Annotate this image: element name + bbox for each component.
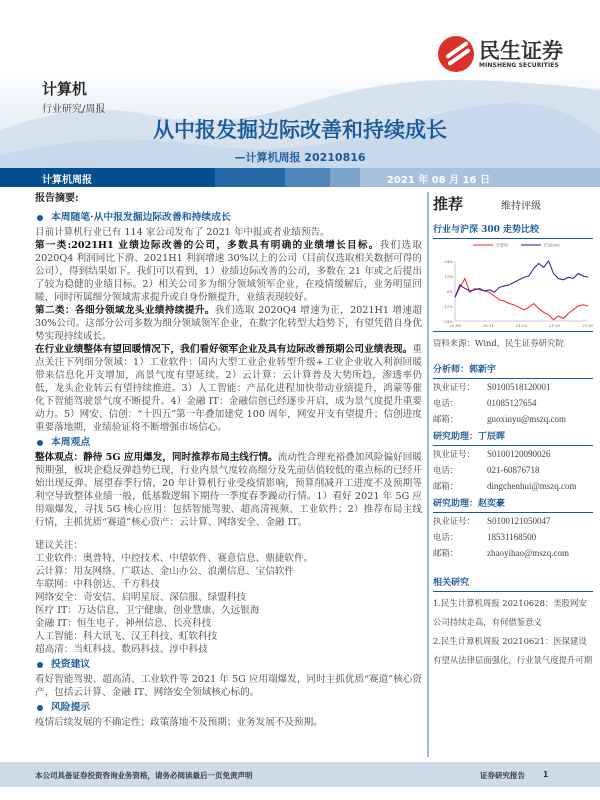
paragraph xyxy=(35,239,422,304)
watch-item: 网络安全：奇安信、启明星辰、深信服、绿盟科技 xyxy=(35,592,247,603)
paragraph: 疫情后续发展的不确定性；政策落地不及预期；业务发展不及预期。 xyxy=(35,717,323,728)
watch-list xyxy=(35,552,422,656)
disclaimer: 本公司具备证券投资咨询业务资格，请务必阅读最后一页免责声明 xyxy=(35,771,253,780)
report-subtitle: —计算机周报 20210816 xyxy=(234,151,366,164)
series-line-0 xyxy=(455,279,588,320)
y-tick-label: -24% xyxy=(442,319,453,324)
contact-row xyxy=(433,446,593,462)
contact-label: 电话： xyxy=(433,465,459,475)
bullet-icon xyxy=(37,215,43,221)
contact-label: 执业证号： xyxy=(433,449,475,459)
paragraph: 看好智能驾驶、超高清、工业软件等 2021 年 5G 应用端爆发，同时主抓优质“赛道”核心资产，包括云计算、金融 IT、网络安全领域核心标的。 xyxy=(35,674,422,698)
contact-value[interactable]: zhaoyihao@mszq.com xyxy=(487,548,570,558)
related-title: 相关研究 xyxy=(433,575,593,592)
contact-row xyxy=(433,395,593,411)
legend-label: 沪深300 xyxy=(544,242,560,248)
bullet-icon xyxy=(37,440,43,446)
column-divider xyxy=(427,192,429,757)
watch-item: 人工智能：科大讯飞、汉王科技、虹软科技 xyxy=(35,631,218,642)
contact-label: 电话： xyxy=(433,532,459,542)
section-title: 本周观点 xyxy=(51,437,91,448)
contact-value[interactable]: guoxinyu@mszq.com xyxy=(487,414,567,424)
bold-lead: 整体观点：静待 5G 应用爆发，同时推荐布局主线行情。 xyxy=(35,452,278,463)
contact-label: 邮箱： xyxy=(433,548,459,558)
x-tick-label: 20-08 xyxy=(449,323,461,328)
paragraph: 目前计算机行业已有 114 家公司发布了 2021 年中报或者业绩预告。 xyxy=(35,227,330,238)
contact-row xyxy=(433,545,593,561)
body-text: 我们选取 2020Q4 增速为正，2021H1 增速超 30%公司。这部分公司多数为细分领域领军企业，在数字化转型大趋势下，有望凭借自身优势实现持续成长。 xyxy=(35,305,423,342)
contact-value: S0100518120001 xyxy=(487,382,551,392)
bold-lead: 第一类:2021H1 业绩边际改善的公司，多数具有明确的业绩增长目标。 xyxy=(35,240,380,251)
rating-note: 维持评级 xyxy=(501,201,542,212)
contact-value: 18531168500 xyxy=(487,532,537,542)
paragraph xyxy=(35,451,422,529)
sector-label: 计算机 xyxy=(42,80,88,98)
chart-source: 资料来源：Wind，民生证券研究院 xyxy=(433,331,593,350)
section-header xyxy=(35,209,422,226)
section-title: 风险提示 xyxy=(51,702,91,713)
watch-item: 车联网：中科创达、千方科技 xyxy=(35,579,160,590)
contact-row xyxy=(433,411,593,427)
watch-title: 建议关注： xyxy=(35,540,83,551)
contact-value[interactable]: dingchenhui@mszq.com xyxy=(487,481,577,491)
contact-label: 邮箱： xyxy=(433,481,459,491)
summary-heading: 报告摘要: xyxy=(35,193,79,204)
bullet-icon xyxy=(37,705,43,711)
related-report-link[interactable]: 2.民生计算机周报 20210621：医保建设有望从法律层面强化，行业景气度提升可期 xyxy=(433,636,593,665)
page-number: 1 xyxy=(543,770,549,779)
bold-lead: 在行业业绩整体有望回暖情况下，我们看好领军企业及具有边际改善预期公司业绩表现。 xyxy=(35,344,413,355)
contact-label: 电话： xyxy=(433,398,459,408)
section-header xyxy=(35,656,422,673)
footer-label: 证券研究报告 xyxy=(480,771,525,780)
contact-value: 01085127654 xyxy=(487,398,537,408)
analyst-role: 分析师：郭新宇 xyxy=(433,362,593,379)
chart-title: 行业与沪深 300 走势比较 xyxy=(433,222,593,239)
section-title: 本周随笔·从中报发掘边际改善和持续成长 xyxy=(51,212,231,223)
logo-text-en: MINSHENG SECURITIES xyxy=(479,61,559,69)
section-title: 投资建议 xyxy=(51,659,91,670)
logo-text-cn: 民生证券 xyxy=(479,38,563,63)
body-text: 我们选取 2020Q4 利润同比下滑、2021H1 利润增速 30%以上的公司（目前仅选取相关数据可得的公司），得到结果如下。我们可以看到，1）业绩边际改善的公司，多数在 21 年或之后提出了较为稳健的业绩目标。2）相关公司多为细分领域领军企业，在疫情缓解后，业务明显回暖，同时所属细分领域需求提升或自身份额提升，业绩表现较好。 xyxy=(35,240,423,303)
body-text: 重点关注下列细分领域：1）工业软件：国内大型工业企业转型升级+工业企业收入利润回暖带来信息化开支增加，高景气度有望延续。2）云计算：云计算普及大势所趋，渗透率仍低，龙头企业转云有望持续推进。3）人工智能：产品化进程加快带动业绩提升，鸿蒙等催化下智能驾驶景气度不断提升。4）金融 IT：金融信创已经逐步开启，成为景气度提升重要动力。5）网安、信创：“十四五”第一年叠加建党 100 周年，网安开支有望提升；信创进度重要落地期，业绩验证将不断增强市场信心。 xyxy=(35,344,422,433)
section-header xyxy=(35,434,422,451)
contact-label: 执业证号： xyxy=(433,516,475,526)
performance-chart xyxy=(433,239,593,329)
watch-item: 医疗 IT：万达信息、卫宁健康、创业慧康、久远银海 xyxy=(35,605,260,616)
contact-value: S0100121050047 xyxy=(487,516,551,526)
x-tick-label: 20-11 xyxy=(482,323,495,328)
rating-value: 推荐 xyxy=(433,195,464,213)
analyst-role: 研究助理：赵奕豪 xyxy=(433,496,593,513)
watch-item: 云计算：用友网络、广联达、金山办公、浪潮信息、宝信软件 xyxy=(35,566,295,577)
contact-row xyxy=(433,379,593,395)
x-tick-label: 21-02 xyxy=(515,323,528,328)
contact-value: S0100120090026 xyxy=(487,449,551,459)
paragraph xyxy=(35,304,422,343)
contact-row xyxy=(433,513,593,529)
y-tick-label: -12% xyxy=(442,304,453,309)
contact-row xyxy=(433,462,593,478)
analyst-list xyxy=(433,362,593,561)
contact-label: 邮箱： xyxy=(433,414,459,424)
contact-row xyxy=(433,529,593,545)
section-header xyxy=(35,699,422,716)
company-logo xyxy=(438,36,563,72)
x-tick-label: 21-05 xyxy=(548,323,561,328)
bullet-icon xyxy=(37,662,43,668)
footer xyxy=(0,762,600,787)
related-report-link[interactable]: 1.民生计算机周报 20210628：美股网安公司持续走高，有何借鉴意义 xyxy=(433,598,587,627)
contact-label: 执业证号： xyxy=(433,382,475,392)
y-tick-label: 24% xyxy=(444,259,453,264)
body-text: 流动性合理充裕叠加风险偏好回暖预期强，板块企稳反弹趋势已现，行业内景气度较高细分及先前估值较低的重点标的已经开始出现反弹。展望春季行情，20 年计算机行业受疫情影响，预算削减开工进度不及预期等利空导致整体业绩一般，低基数逻辑下期待一季度春季躁动行情。1）看好 2021 年 5G 应用端爆发，寻找 5G 核心应用：包括智能驾驶、超高清视频、工业软件；2）推荐布局主线行情，主抓优质“赛道”核心资产：云计算、网络安全、金融 IT。 xyxy=(35,452,422,528)
legend-label: 计算机 xyxy=(496,242,508,248)
bar-label: 计算机周报 xyxy=(42,175,92,186)
watch-item: 金融 IT：恒生电子、神州信息、长亮科技 xyxy=(35,618,212,629)
rating xyxy=(433,193,593,214)
paragraph xyxy=(35,343,422,434)
summary-column xyxy=(35,191,422,729)
y-tick-label: 0% xyxy=(446,289,453,294)
analyst-role: 研究助理：丁辰晖 xyxy=(433,429,593,446)
y-tick-label: 12% xyxy=(444,274,453,279)
x-tick-label: 21-08 xyxy=(582,323,593,328)
report-date: 2021 年 08 月 16 日 xyxy=(386,175,490,186)
contact-row xyxy=(433,478,593,494)
watch-item: 超高清：当虹科技、数码科技、淳中科技 xyxy=(35,644,208,655)
series-line-1 xyxy=(455,261,588,297)
sidebar xyxy=(433,193,593,670)
logo-mark-icon xyxy=(438,36,474,72)
report-title: 从中报发掘边际改善和持续成长 xyxy=(153,118,447,142)
bold-lead: 第二类：各细分领域龙头业绩持续提升。 xyxy=(35,305,215,316)
contact-value: 021-60876718 xyxy=(487,465,540,475)
watch-item: 工业软件：奥普特、中控技术、中望软件、赛意信息、鼎捷软件。 xyxy=(35,553,314,564)
report-type: 行业研究/周报 xyxy=(42,104,106,115)
related-list xyxy=(433,594,593,670)
